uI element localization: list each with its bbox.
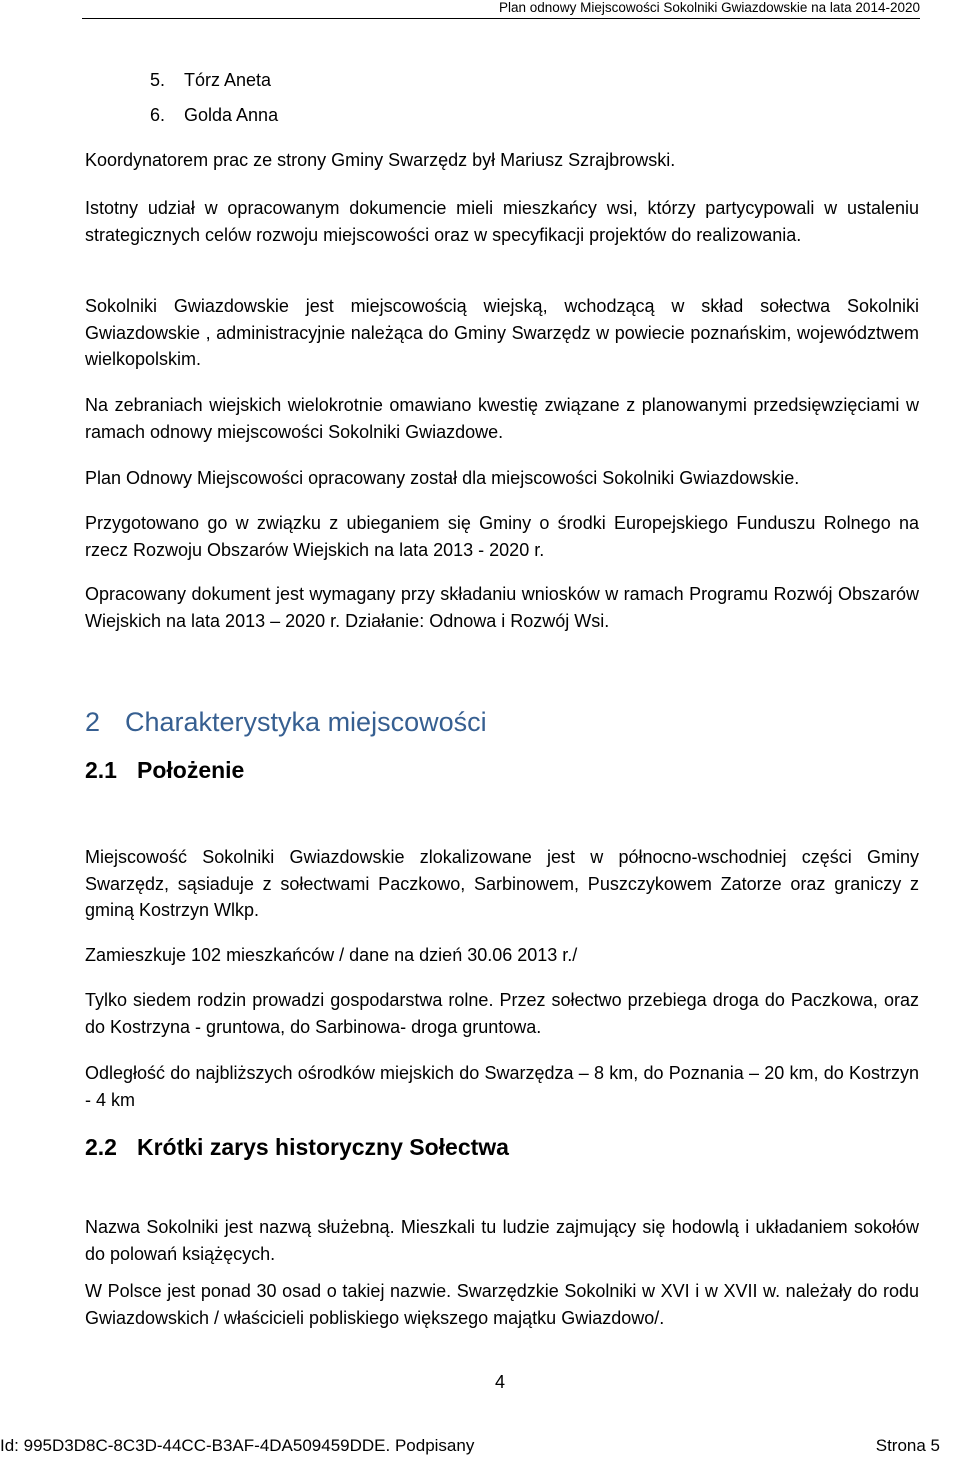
header-title: Plan odnowy Miejscowości Sokolniki Gwiazdowskie na lata 2014-2020 [499,0,920,15]
list-item-number: 5. [150,70,166,90]
paragraph-name-origin: Nazwa Sokolniki jest nazwą służebną. Mieszkali tu ludzie zajmujący się hodowlą i układaniem sokołów do polowań książęcych. [85,1217,919,1264]
subsection-title: Położenie [137,757,245,783]
paragraph-farms-roads: Tylko siedem rodzin prowadzi gospodarstwa rolne. Przez sołectwo przebiega droga do Paczkowa, oraz do Kostrzyna - gruntowa, do Sarbinowa- droga gruntowa. [85,990,919,1037]
page-number: 4 [494,1372,505,1392]
section-heading [85,705,487,739]
paragraph-location: Miejscowość Sokolniki Gwiazdowskie zlokalizowane jest w północno-wschodniej części Gminy Swarzędz, sąsiaduje z sołectwami Paczkowo, Sarbinowem, Puszczykowem Zatorze oraz graniczy z gminą Kostrzyn Wlkp. [85,847,919,920]
list-item-number: 6. [150,105,166,125]
member-list [150,63,278,133]
footer-document-id: Id: 995D3D8C-8C3D-44CC-B3AF-4DA509459DDE. Podpisany [0,1436,475,1455]
paragraph-participation: Istotny udział w opracowanym dokumencie mieli mieszkańcy wsi, którzy partycypowali w ustaleniu strategicznych celów rozwoju miejscowości oraz w specyfikacji projektów do realizowania. [85,198,919,245]
paragraph-population: Zamieszkuje 102 mieszkańców / dane na dzień 30.06 2013 r./ [85,945,578,965]
paragraph-program: Opracowany dokument jest wymagany przy składaniu wniosków w ramach Programu Rozwój Obszarów Wiejskich na lata 2013 – 2020 r. Działanie: Odnowa i Rozwój Wsi. [85,584,919,631]
subsection-heading-history [85,1132,509,1162]
list-item-text: Tórz Aneta [184,70,272,90]
subsection-title: Krótki zarys historyczny Sołectwa [137,1134,509,1160]
section-title: Charakterystyka miejscowości [125,707,487,737]
subsection-number: 2.2 [85,1134,117,1160]
list-item [150,98,278,133]
paragraph-funding: Przygotowano go w związku z ubieganiem się Gminy o środki Europejskiego Funduszu Rolnego na rzecz Rozwoju Obszarów Wiejskich na lata 2013 - 2020 r. [85,513,919,560]
footer-page-label: Strona 5 [875,1436,940,1455]
subsection-heading-location [85,755,244,785]
paragraph-village-description: Sokolniki Gwiazdowskie jest miejscowością wiejską, wchodzącą w skład sołectwa Sokolniki Gwiazdowskie , administracyjnie należąca do Gminy Swarzędz w powiecie poznańskim, województwem wielkopolskim. [85,296,919,369]
list-item [150,63,278,98]
paragraph-distances: Odległość do najbliższych ośrodków miejskich do Swarzędza – 8 km, do Poznania – 20 km, do Kostrzyn - 4 km [85,1063,919,1110]
subsection-number: 2.1 [85,757,117,783]
section-number: 2 [85,707,101,737]
page-header [0,0,960,19]
paragraph-history: W Polsce jest ponad 30 osad o takiej nazwie. Swarzędzkie Sokolniki w XVI i w XVII w. należały do rodu Gwiazdowskich / właścicieli pobliskiego większego majątku Gwiazdowo/. [85,1281,919,1328]
paragraph-meetings: Na zebraniach wiejskich wielokrotnie omawiano kwestię związane z planowanymi przedsięwzięciami w ramach odnowy miejscowości Sokolniki Gwiazdowe. [85,395,919,442]
page-footer [0,1436,960,1458]
paragraph-coordinator: Koordynatorem prac ze strony Gminy Swarzędz był Mariusz Szrajbrowski. [85,150,676,170]
list-item-text: Golda Anna [184,105,279,125]
header-divider [82,18,920,19]
paragraph-plan: Plan Odnowy Miejscowości opracowany został dla miejscowości Sokolniki Gwiazdowskie. [85,468,800,488]
